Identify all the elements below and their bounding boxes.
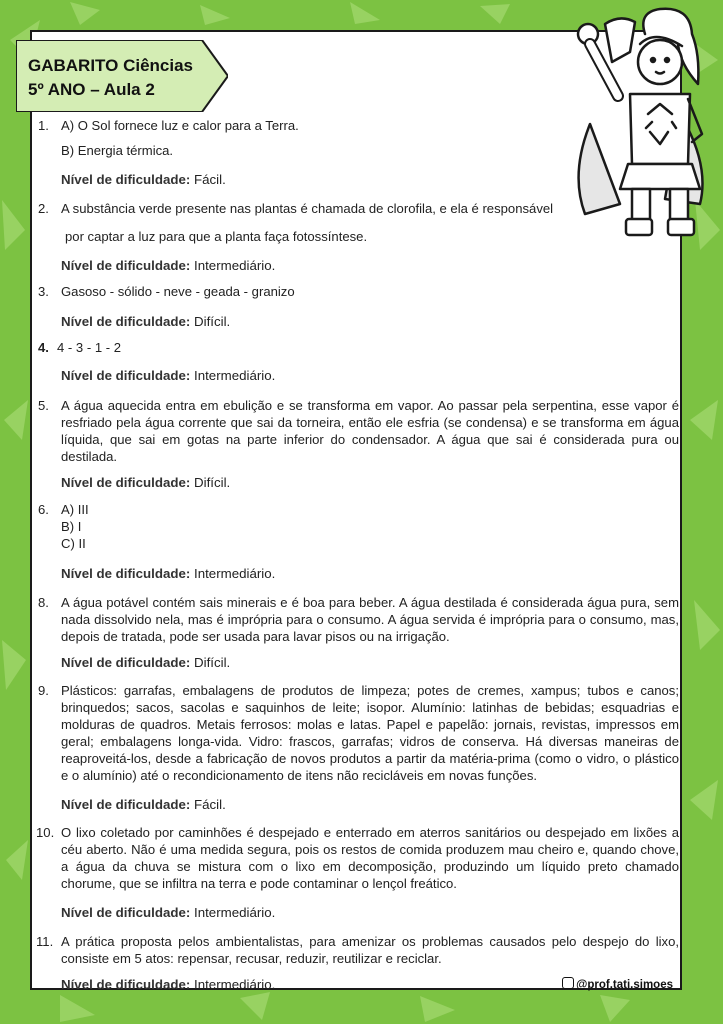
answer-line: B) I: [61, 519, 82, 534]
difficulty-value: Difícil.: [194, 314, 231, 329]
question-number: 11.: [36, 934, 54, 949]
answer-paragraph: O lixo coletado por caminhões é despejado e enterrado em aterros sanitários ou despejado em lixões a céu aberto. Não é uma medida segura, pois os restos de comida produzem mau cheiro e, quando chove, a água da chuva se mistura com o lixo em decomposição, produzindo um líquido preto chamado chorume, que se infiltra na terra e pode contaminar o lençol freático.: [61, 825, 679, 891]
difficulty-label: Nível de dificuldade:: [61, 368, 191, 383]
difficulty-label: Nível de dificuldade:: [61, 172, 191, 187]
answer-paragraph: A prática proposta pelos ambientalistas, para amenizar os problemas causados pelo despejo do lixo, consiste em 5 atos: repensar, recusar, reduzir, reutilizar e reciclar.: [61, 934, 679, 966]
difficulty-row: [61, 171, 226, 188]
answer-line: B) Energia térmica.: [61, 143, 174, 158]
answer-paragraph: A água potável contém sais minerais e é boa para beber. A água destilada é considerada água pura, sem nada dissolvido nela, mas é imprópria para o consumo. A água servida é imprópria para o consumo, mas, depois de tratada, pode ser usada para lavar pisos ou na irrigação.: [61, 595, 679, 644]
question-number: 9.: [38, 683, 49, 698]
answer-line: C) II: [61, 536, 86, 551]
answer-line: A substância verde presente nas plantas é chamada de clorofila, e ela é responsável: [61, 201, 554, 216]
difficulty-value: Difícil.: [194, 655, 231, 670]
difficulty-label: Nível de dificuldade:: [61, 314, 191, 329]
answer-paragraph: Plásticos: garrafas, embalagens de produtos de limpeza; potes de cremes, xampus; tubos e canos; brinquedos; sacos, sacolas e saquinhos de leite; isopor. Alumínio: latinhas de bebidas; esquadrias e molduras de quadros. Metais ferrosos: molas e latas. Papel e papelão: jornais, revistas, impressos em geral; embalagens longa-vida. Vidro: frascos, garrafas; vidros de conserva. Há diversas maneiras de reaproveitá-los, desde a fabricação de novos produtos a partir da matéria-prima (como o vidro, o plástico e o alumínio) até o recondicionamento de itens não recicláveis em novas funções.: [61, 683, 679, 783]
difficulty-value: Difícil.: [194, 475, 231, 490]
difficulty-row: [61, 654, 230, 671]
question-number: 2.: [38, 201, 49, 216]
difficulty-row: [61, 796, 226, 813]
difficulty-row: [61, 367, 275, 384]
difficulty-value: Fácil.: [194, 172, 226, 187]
difficulty-value: Intermediário.: [194, 368, 276, 383]
instagram-handle-text: @prof.tati.simoes: [576, 979, 673, 991]
question-number: 1.: [38, 118, 49, 133]
question-number: 6.: [38, 502, 49, 517]
question-number: 3.: [38, 284, 49, 299]
instagram-icon: [562, 977, 574, 989]
recycling-superhero-illustration: [560, 4, 720, 244]
difficulty-value: Intermediário.: [194, 905, 276, 920]
difficulty-row: [61, 313, 230, 330]
instagram-handle: [562, 976, 673, 991]
banner-title: GABARITO Ciências: [28, 56, 194, 75]
difficulty-label: Nível de dificuldade:: [61, 258, 191, 273]
banner-subtitle: 5º ANO – Aula 2: [28, 80, 155, 99]
answer-paragraph: A água aquecida entra em ebulição e se transforma em vapor. Ao passar pela serpentina, esse vapor é resfriado pela água corrente que sai da torneira, então ele esfria (se condensa) e se transforma em água líquida, que sai em gotas na parte inferior do condensador. A água que sai é considerada pura ou destilada.: [61, 398, 679, 464]
difficulty-label: Nível de dificuldade:: [61, 655, 191, 670]
difficulty-label: Nível de dificuldade:: [61, 977, 191, 992]
question-number: 5.: [38, 398, 49, 413]
difficulty-row: [61, 904, 275, 921]
difficulty-row: [61, 474, 230, 491]
question-number: 8.: [38, 595, 49, 610]
answer-line: 4 - 3 - 1 - 2: [57, 340, 122, 355]
difficulty-row: [61, 257, 275, 274]
question-number: 4.: [38, 340, 49, 355]
difficulty-value: Intermediário.: [194, 258, 276, 273]
difficulty-value: Intermediário.: [194, 977, 276, 992]
difficulty-row: [61, 565, 275, 582]
answer-line: A) III: [61, 502, 89, 517]
difficulty-label: Nível de dificuldade:: [61, 797, 191, 812]
answer-line: A) O Sol fornece luz e calor para a Terra.: [61, 118, 299, 133]
difficulty-label: Nível de dificuldade:: [61, 905, 191, 920]
difficulty-value: Intermediário.: [194, 566, 276, 581]
answer-line: Gasoso - sólido - neve - geada - granizo: [61, 284, 295, 299]
difficulty-value: Fácil.: [194, 797, 226, 812]
question-number: 10.: [36, 825, 55, 840]
difficulty-row: [61, 976, 275, 993]
difficulty-label: Nível de dificuldade:: [61, 475, 191, 490]
difficulty-label: Nível de dificuldade:: [61, 566, 191, 581]
title-banner: [16, 40, 228, 112]
answer-line: por captar a luz para que a planta faça fotossíntese.: [65, 229, 368, 244]
